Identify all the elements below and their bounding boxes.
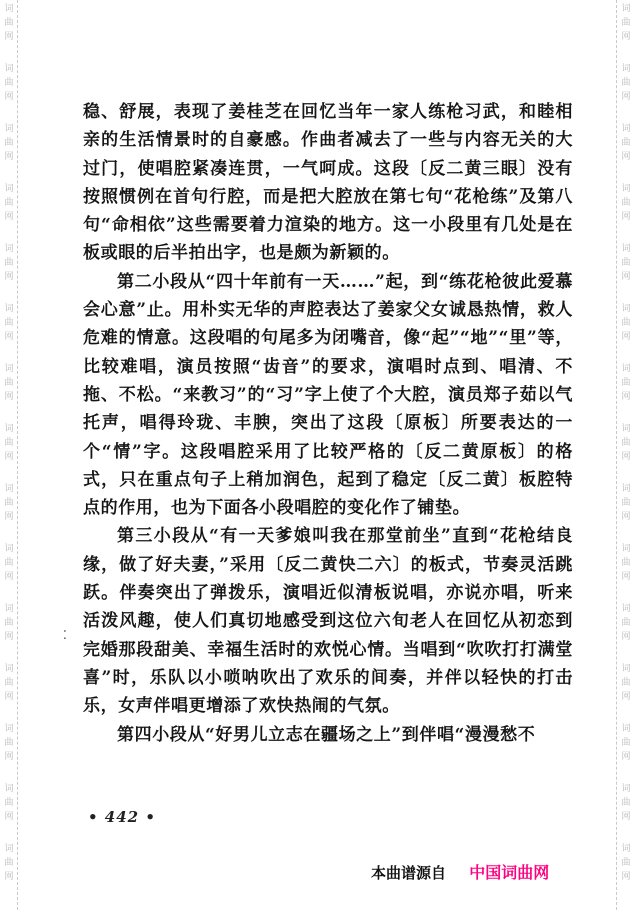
watermark-char: 词 — [621, 604, 631, 614]
watermark-group — [621, 60, 630, 120]
watermark-char: 词 — [4, 784, 14, 794]
watermark-char: 曲 — [621, 558, 631, 568]
watermark-char: 曲 — [621, 78, 631, 88]
watermark-group — [4, 480, 13, 540]
watermark-char: 网 — [621, 32, 631, 42]
watermark-char: 词 — [4, 664, 14, 674]
watermark-group — [621, 120, 630, 180]
watermark-group — [4, 840, 13, 900]
watermark-char: 网 — [4, 452, 14, 462]
watermark-char: 曲 — [4, 78, 14, 88]
watermark-char: 网 — [4, 872, 14, 882]
watermark-char: 词 — [621, 364, 631, 374]
watermark-char: 网 — [621, 692, 631, 702]
watermark-char: 网 — [621, 632, 631, 642]
watermark-char: 网 — [621, 152, 631, 162]
watermark-char: 网 — [4, 212, 14, 222]
watermark-char: 网 — [4, 32, 14, 42]
watermark-group — [4, 540, 13, 600]
watermark-char: 曲 — [4, 138, 14, 148]
watermark-char: 曲 — [621, 498, 631, 508]
watermark-char: 网 — [621, 452, 631, 462]
paragraph-2: 第二小段从“四十年前有一天……”起，到“练花枪彼此爱慕会心意”止。用朴实无华的声腔表达了姜家父女诚恳热情，救人危难的情意。这段唱的句尾多为闭嘴音，像“起”“地”“里”等，比较难唱，演员按照“齿音”的要求，演唱时点到、唱清、不拖、不松。“来教习”的“习”字上使了个大腔，演员郑子茹以气托声，唱得玲珑、丰腴，突出了这段〔原板〕所要表达的一个“情”字。这段唱腔采用了比较严格的〔反二黄原板〕的格式，只在重点句子上稍加润色，起到了稳定〔反二黄〕板腔特点的作用，也为下面各小段唱腔的变化作了铺垫。 — [83, 271, 573, 519]
watermark-char: 网 — [4, 92, 14, 102]
source-site-link[interactable]: 中国词曲网 — [469, 863, 550, 882]
watermark-char: 词 — [621, 424, 631, 434]
page-number: • 442 • — [88, 808, 156, 826]
watermark-group — [4, 720, 13, 780]
watermark-char: 词 — [621, 844, 631, 854]
watermark-group — [621, 480, 630, 540]
watermark-group — [4, 600, 13, 660]
watermark-char: 网 — [621, 332, 631, 342]
watermark-char: 网 — [4, 272, 14, 282]
watermark-char: 网 — [4, 152, 14, 162]
watermark-group — [4, 660, 13, 720]
watermark-char: 曲 — [621, 618, 631, 628]
watermark-char: 曲 — [4, 318, 14, 328]
watermark-char: 网 — [621, 512, 631, 522]
watermark-char: 词 — [621, 784, 631, 794]
watermark-char: 词 — [4, 64, 14, 74]
watermark-group — [4, 420, 13, 480]
watermark-char: 曲 — [621, 678, 631, 688]
left-watermark-column — [2, 0, 16, 910]
watermark-group — [4, 120, 13, 180]
watermark-char: 词 — [621, 484, 631, 494]
watermark-char: 词 — [621, 304, 631, 314]
watermark-group — [4, 60, 13, 120]
watermark-group — [621, 540, 630, 600]
watermark-char: 曲 — [621, 738, 631, 748]
watermark-char: 网 — [621, 572, 631, 582]
watermark-group — [621, 240, 630, 300]
watermark-char: 网 — [621, 92, 631, 102]
watermark-char: 词 — [621, 244, 631, 254]
watermark-char: 词 — [4, 844, 14, 854]
watermark-char: 词 — [4, 304, 14, 314]
watermark-char: 曲 — [621, 138, 631, 148]
watermark-char: 曲 — [621, 258, 631, 268]
watermark-char: 网 — [4, 692, 14, 702]
watermark-char: 曲 — [4, 558, 14, 568]
watermark-char: 词 — [621, 184, 631, 194]
watermark-char: 曲 — [4, 18, 14, 28]
watermark-group — [621, 420, 630, 480]
watermark-char: 词 — [4, 124, 14, 134]
watermark-char: 网 — [621, 392, 631, 402]
right-margin-dashed-line — [616, 0, 617, 910]
paragraph-3: 第三小段从“有一天爹娘叫我在那堂前坐”直到“花枪结良缘，做了好夫妻，”采用〔反二黄快二六〕的板式，节奏灵活跳跃。伴奏突出了弹拨乐，演唱近似清板说唱，亦说亦唱，听来活泼风趣，使人们真切地感受到这位六旬老人在回忆从初恋到完婚那段甜美、幸福生活时的欢悦心情。当唱到“吹吹打打满堂喜”时，乐队以小唢呐吹出了欢乐的间奏，并伴以轻快的打击乐，女声伴唱更增添了欢快热闹的气氛。 — [83, 526, 573, 717]
watermark-char: 曲 — [621, 198, 631, 208]
watermark-char: 曲 — [4, 498, 14, 508]
watermark-char: 词 — [621, 664, 631, 674]
watermark-group — [4, 180, 13, 240]
watermark-char: 曲 — [4, 378, 14, 388]
watermark-char: 网 — [4, 752, 14, 762]
watermark-char: 词 — [4, 244, 14, 254]
watermark-group — [4, 360, 13, 420]
watermark-char: 网 — [621, 812, 631, 822]
left-margin-dashed-line — [17, 0, 18, 910]
watermark-char: 词 — [4, 364, 14, 374]
watermark-char: 词 — [4, 724, 14, 734]
watermark-char: 曲 — [4, 438, 14, 448]
watermark-group — [621, 300, 630, 360]
watermark-char: 曲 — [4, 678, 14, 688]
paragraph-4: 第四小段从“好男儿立志在疆场之上”到伴唱“漫漫愁不 — [117, 724, 536, 745]
watermark-char: 词 — [4, 184, 14, 194]
watermark-char: 词 — [4, 544, 14, 554]
watermark-char: 网 — [4, 572, 14, 582]
watermark-char: 网 — [4, 512, 14, 522]
watermark-char: 曲 — [621, 798, 631, 808]
watermark-char: 网 — [621, 272, 631, 282]
watermark-char: 网 — [4, 332, 14, 342]
watermark-char: 词 — [621, 4, 631, 14]
watermark-char: 词 — [621, 124, 631, 134]
watermark-char: 曲 — [4, 738, 14, 748]
watermark-group — [621, 840, 630, 900]
watermark-group — [4, 780, 13, 840]
watermark-char: 网 — [621, 212, 631, 222]
right-watermark-column — [619, 0, 633, 910]
watermark-char: 曲 — [4, 618, 14, 628]
watermark-char: 网 — [4, 812, 14, 822]
watermark-group — [621, 0, 630, 60]
watermark-char: 曲 — [4, 198, 14, 208]
watermark-group — [621, 360, 630, 420]
watermark-char: 曲 — [4, 798, 14, 808]
watermark-char: 网 — [4, 392, 14, 402]
watermark-char: 词 — [621, 724, 631, 734]
watermark-group — [621, 660, 630, 720]
watermark-char: 曲 — [4, 258, 14, 268]
watermark-char: 词 — [4, 424, 14, 434]
watermark-group — [4, 0, 13, 60]
watermark-char: 词 — [621, 64, 631, 74]
watermark-group — [621, 180, 630, 240]
paragraph-1: 稳、舒展，表现了姜桂芝在回忆当年一家人练枪习武，和睦相亲的生活情景时的自豪感。作曲者减去了一些与内容无关的大过门，使唱腔紧凑连贯，一气呵成。这段〔反二黄三眼〕没有按照惯例在首句行腔，而是把大腔放在第七句“花枪练”及第八句“命相依”这些需要着力渲染的地方。这一小段里有几处是在板或眼的后半拍出字，也是颇为新颖的。 — [83, 102, 573, 264]
watermark-char: 网 — [4, 632, 14, 642]
watermark-char: 词 — [4, 484, 14, 494]
watermark-group — [621, 600, 630, 660]
watermark-char: 曲 — [621, 858, 631, 868]
page-body — [83, 98, 573, 749]
source-attribution — [371, 860, 549, 883]
watermark-char: 网 — [621, 872, 631, 882]
watermark-group — [621, 780, 630, 840]
scan-artifact-mark: ⁚ — [63, 628, 67, 642]
watermark-char: 词 — [4, 604, 14, 614]
watermark-group — [621, 720, 630, 780]
watermark-char: 词 — [4, 4, 14, 14]
watermark-char: 曲 — [621, 318, 631, 328]
watermark-char: 曲 — [621, 378, 631, 388]
watermark-group — [4, 240, 13, 300]
watermark-char: 曲 — [621, 18, 631, 28]
watermark-char: 网 — [621, 752, 631, 762]
source-label: 本曲谱源自 — [371, 864, 447, 882]
watermark-char: 词 — [621, 544, 631, 554]
watermark-group — [4, 300, 13, 360]
watermark-char: 曲 — [621, 438, 631, 448]
watermark-char: 曲 — [4, 858, 14, 868]
